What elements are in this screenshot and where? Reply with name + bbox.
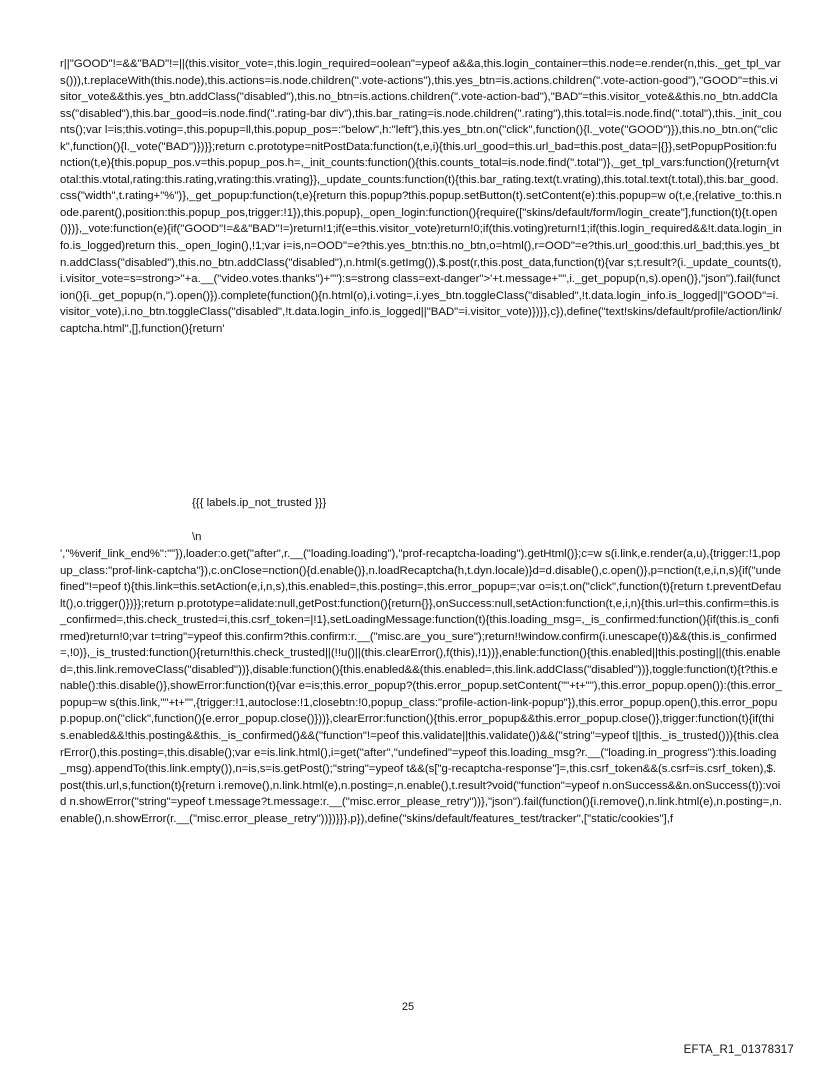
template-label-block — [192, 495, 782, 512]
code-text-block-continued — [60, 546, 782, 827]
template-label-text: {{{ labels.ip_not_trusted }}} — [192, 497, 327, 509]
code-paragraph-continued: ',"%verif_link_end%":""}),loader:o.get("after",r.__("loading.loading"),"prof-recaptcha-loading").getHtml()};c=w s(i.link,e.render(a,u),{trigger:!1,popup_class:"prof-link-captcha"}),c.onClose=nction(){d.enable()},n.loadRecaptcha(h,t.dyn.locale)}d=d.disable(),c.open()},p=nction(t,e,i,n,s){if("undefined"!=peof t){this.link=this.setAction(e,i,n,s),this.enabled=,this.posting=,this.error_popup=;var o=is;t.on("click",function(t){return t.preventDefault(),o.trigger()})}};return p.prototype=alidate:null,getPost:function(){return{}},onSuccess:null,setAction:function(t,e,i,n){this.url=this.confirm=this.is_confirmed=,this.check_trusted=i,this.csrf_token=|!1},setLoadingMessage:function(t){this.loading_msg=,_is_confirmed:function(){if(this.is_confirmed)return!0;var t=tring"=ypeof this.confirm?this.confirm:r.__("misc.are_you_sure");return!!window.confirm(i.unescape(t))&&(this.is_confirmed=,!0)},_is_trusted:function(){return!this.check_trusted||(!!u()||(this.clearError(),f(this),!1))},enable:function(){this.enabled||this.posting||(this.enabled=,this.link.removeClass("disabled"))},disable:function(){this.enabled&&(this.enabled=,this.link.addClass("disabled"))},toggle:function(t){t?this.enable():this.disable()},showError:function(t){var e=is;this.error_popup?(this.error_popup.setContent(""+t+""),this.error_popup.open()):(this.error_popup=w s(this.link,""+t+"",{trigger:!1,autoclose:!1,closebtn:!0,popup_class:"profile-action-link-popup"}),this.error_popup.open(),this.error_popup.popup.on("click",function(){e.error_popup.close()}))},clearError:function(){this.error_popup&&this.error_popup.close()},trigger:function(t){if(this.enabled&&!this.posting&&this._is_confirmed()&&("function"!=peof this.validate||this.validate())&&("string"=ypeof t||this._is_trusted())){this.clearError(),this.posting=,this.disable();var e=is.link.html(),i=get("after","undefined"=ypeof this.loading_msg?r.__("loading.in_progress"):this.loading_msg).appendTo(this.link.empty()),n=is,s=is.getPost();"string"=ypeof t&&(s["g-recaptcha-response"]=,this.csrf_token&&(s.csrf=is.csrf_token),$.post(this.url,s,function(t){return i.remove(),n.link.html(e),n.posting=,n.enable(),t.result?void("function"=ypeof n.onSuccess&&n.onSuccess(t)):void n.showError("string"=ypeof t.message?t.message:r.__("misc.error_please_retry"))},"json").fail(function(){i.remove(),n.link.html(e),n.posting=,n.enable(),n.showError(r.__("misc.error_please_retry"))})}}},p}),define("skins/default/features_test/tracker",["static/cookies"],f — [60, 548, 782, 825]
code-text-block — [60, 56, 782, 337]
newline-marker-block — [192, 529, 782, 546]
document-id: EFTA_R1_01378317 — [683, 1044, 794, 1056]
page-number: 25 — [401, 1001, 415, 1013]
newline-marker-text: \n — [192, 531, 202, 543]
code-paragraph: r||"GOOD"!=&&"BAD"!=||(this.visitor_vote=,this.login_required=oolean"=ypeof a&&a,this.login_container=this.node=e.render(n,this._get_tpl_vars())),t.replaceWith(this.node),this.actions=is.node.children(".vote-actions"),this.yes_btn=is.actions.children(".vote-action-good"),"GOOD"=this.visitor_vote&&this.yes_btn.addClass("disabled"),this.no_btn=is.actions.children(".vote-action-bad"),"BAD"=this.visitor_vote&&this.no_btn.addClass("disabled"),this.bar_good=is.node.find(".rating-bar div"),this.bar_rating=is.node.children(".rating"),this.total=is.node.find(".total"),this._init_counts();var l=is;this.voting=,this.popup=ll,this.popup_pos=:"below",h:"left"},this.yes_btn.on("click",function(){l._vote("GOOD")}),this.no_btn.on("click",function(){l._vote("BAD")})}};return c.prototype=nitPostData:function(t,e,i){this.url_good=this.url_bad=this.post_data=|{}},setPopupPosition:function(t,e){this.popup_pos.v=this.popup_pos.h=,_init_counts:function(){this.counts_total=is.node.find(".total")},_get_tpl_vars:function(){return{vtotal:this.vtotal,rating:this.rating,vrating:this.vrating}},_update_counts:function(t){this.bar_rating.text(t.vrating),this.total.text(t.total),this.bar_good.css("width",t.rating+"%")},_get_popup:function(t,e){return this.popup?this.popup.setButton(t).setContent(e):this.popup=w o(t,e,{relative_to:this.node.parent(),position:this.popup_pos,trigger:!1}),this.popup},_open_login:function(){require(["skins/default/form/login_create"],function(t){t.open()})},_vote:function(e){if("GOOD"!=&&"BAD"!=)return!1;if(e=this.visitor_vote)return!0;if(this.voting)return!1;if(this.login_required&&!t.data.login_info.is_logged)return this._open_login(),!1;var i=is,n=OOD"=e?this.yes_btn:this.no_btn,o=html(),r=OOD"=e?this.url_good:this.url_bad;this.yes_btn.addClass("disabled"),this.no_btn.addClass("disabled"),n.html(s.getImg()),$.post(r,this.post_data,function(t){var s;t.result?(i._update_counts(t),i.visitor_vote=s=strong>"+a.__("video.votes.thanks")+""):s=strong class=ext-danger">'+t.message+"",i._get_popup(n,s).open()},"json").fail(function(){i._get_popup(n,'').open()}).complete(function(){n.html(o),i.voting=,i.yes_btn.toggleClass("disabled",!t.data.login_info.is_logged||"GOOD"=i.visitor_vote),i.no_btn.toggleClass("disabled",!t.data.login_info.is_logged||"BAD"=i.visitor_vote)})}},c}),define("text!skins/default/profile/action/link/captcha.html",[],function(){return' — [60, 58, 782, 335]
